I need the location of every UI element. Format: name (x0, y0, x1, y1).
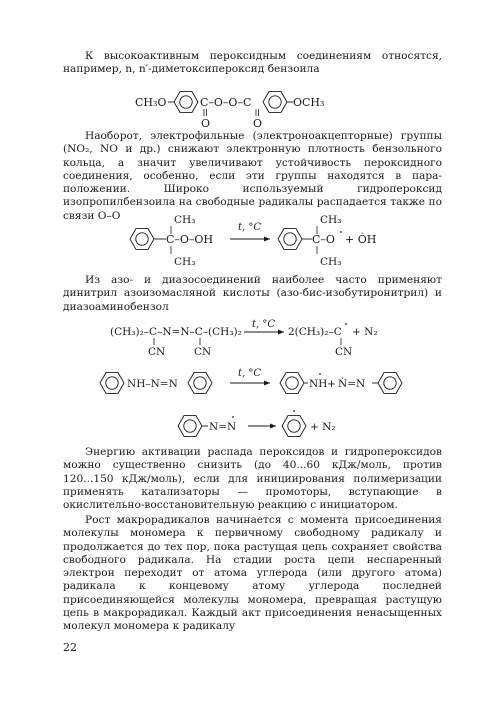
benzene-ring-product (278, 229, 302, 250)
benzene-ring-d6 (282, 416, 306, 437)
formula-ch3o-label: CH₃O (135, 96, 167, 109)
formula-carbonyl-o-left: O (201, 117, 211, 130)
paragraph-activation-energy: Энергию активации распада пероксидов и гидропероксидов можно существенно снизить (до 40...60 кДж/моль, против 120...150 кДж/моль), если для инициирования полимеризации применять катализаторы — промоторы, вступающие в окислительно-восстановительную реакцию с инициатором. (63, 446, 442, 512)
formula-peroxy-chain: C–O–O–C (200, 96, 252, 109)
formula-aibn-reactant: (CH₃)₂–C–N=N–C–(CH₃)₂ (110, 326, 242, 338)
formula-nh-radical: NH (309, 378, 328, 390)
formula-cn-right: CN (194, 346, 212, 358)
formula-ch3-bottom-product: CH₃ (320, 256, 342, 268)
paragraph-electrophilic-groups: Наоборот, электрофильные (электроноакцепторные) группы (NO₂, NO и др.) снижают электронную плотность бензольного кольца, а значит увеличивают устойчивость пероксидного соединения, особенно, если эти группы находятся в пара-положении. Широко используемый гидропероксид изопропилбензоила на свободные радикалы распадается также по связи О–О (63, 130, 442, 222)
benzene-ring-d3 (280, 373, 304, 394)
formula-ch3-top: CH₃ (174, 214, 196, 226)
formula-ch3-bottom: CH₃ (174, 256, 196, 268)
formula-hydroperoxy-center: C–O–OH (166, 233, 214, 246)
formula-ch3-top-product: CH₃ (320, 214, 342, 226)
benzene-ring-d4 (378, 373, 402, 394)
page-number: 22 (63, 641, 77, 654)
formula-cn-product: CN (335, 346, 353, 358)
benzene-ring-left (174, 92, 198, 113)
paragraph-azo-compounds: Из азо- и диазосоединений наиболее часто применяют динитрил азоизомасляной кислоты (азо-бис-изобутиронитрил) и диазоаминобензол (63, 274, 442, 313)
formula-diazoaminobenzene-decomposition (0, 366, 500, 446)
formula-carbonyl-o-right: O (253, 117, 263, 130)
formula-plus-sign: + (327, 378, 336, 390)
formula-nh-azo-link: NH–N=N (127, 378, 178, 390)
formula-plus-n2-2: + N₂ (310, 421, 336, 433)
benzene-ring-d1 (100, 373, 124, 394)
formula-hydroperoxide-decomposition (0, 213, 500, 271)
reaction-condition-2: t, °C (252, 319, 276, 330)
formula-aibn-decomposition (0, 318, 500, 360)
paragraph-macroradical-growth: Рост макрорадикалов начинается с момента присоединения молекулы мономера к первичному свободному радикалу и продолжается до тех пор, пока растущая цепь сохраняет свойства свободного радикала. На стадии роста цепи неспаренный электрон переходит от атома углерода (или другого атома) радикала к концевому атому углерода последней присоединяющейся молекулы мономера, превращая растущую цепь в макрорадикал. Каждый акт присоединения ненасыщенных молекул мономера к радикалу (63, 514, 442, 633)
formula-plus-n2: + N₂ (352, 326, 378, 338)
benzene-ring-d5 (178, 416, 202, 437)
formula-dimethoxybenzoyl-peroxide (0, 85, 500, 130)
reaction-condition-3: t, °C (238, 368, 262, 379)
formula-aibn-product: 2(CH₃)₂–C (288, 326, 342, 338)
reaction-condition-1: t, °C (238, 222, 262, 233)
benzene-ring-reactant (130, 229, 154, 250)
formula-cn-left: CN (148, 346, 166, 358)
formula-alkoxy-radical: C–O (312, 233, 335, 246)
benzene-ring-d2 (188, 373, 212, 394)
formula-och3-label: OCH₃ (293, 96, 325, 109)
formula-plus-oh-radical: + ȮH (345, 233, 377, 246)
formula-diazenyl-radical: Ṅ=N (338, 378, 366, 390)
paragraph-peroxides-intro: К высокоактивным пероксидным соединениям относятся, например, n, n′-диметоксипероксид бензоила (63, 50, 442, 76)
benzene-ring-right (263, 92, 287, 113)
formula-phenyl-diazenyl: N=N (209, 421, 237, 433)
